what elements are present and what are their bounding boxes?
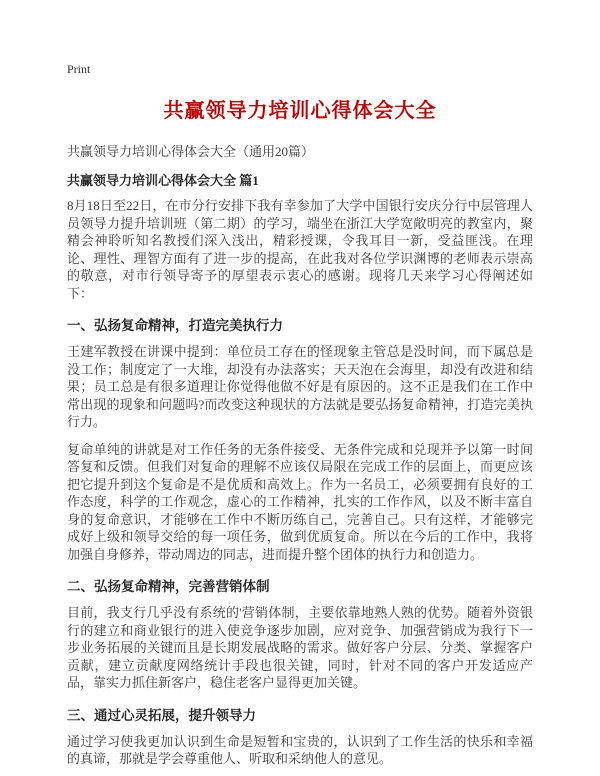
section-heading-1: 一、弘扬复命精神，打造完美执行力 (67, 318, 283, 333)
collection-subtitle: 共赢领导力培训心得体会大全（通用20篇） (67, 144, 315, 159)
article-title: 共赢领导力培训心得体会大全 篇1 (67, 173, 259, 188)
page-title: 共赢领导力培训心得体会大全 (163, 100, 437, 122)
print-link[interactable]: Print (67, 62, 91, 76)
section-1-paragraph-2: 复命单纯的讲就是对工作任务的无条件接受、无条件完成和兑现并予以第一时间答复和反馈。但我们对复命的理解不应该仅局限在完成工作的层面上，而更应该把它提升到这个复命是不是优质和高效上。作为一名员工，必须要拥有良好的工作态度，科学的工作观念，虚心的工作精神，扎实的工作作风，以及不断丰富自身的复命意识，才能够在工作中不断历练自己，完善自己。只有这样，才能够完成好上级和领导交给的每一项任务，做到优质复命。所以在今后的工作中，我将加强自身修养，带动周边的同志，进而提升整个团体的执行力和创造力。 (67, 441, 533, 562)
intro-paragraph: 8月18日至22日，在市分行安排下我有幸参加了大学中国银行安庆分行中层管理人员领导力提升培训班（第二期）的学习，端坐在浙江大学宽敞明亮的教室内，聚精会神聆听知名教授们深入浅出，精彩授课，令我耳目一新，受益匪浅。在理论、理性、理智方面有了进一步的提高，在此我对各位学识渊博的老师表示崇高的敬意，对市行领导寄予的厚望表示衷心的感谢。现将几天来学习心得阐述如下： (67, 198, 533, 301)
section-2-paragraph-1: 目前，我支行几乎没有系统的'营销体制，主要依靠地熟人熟的优势。随着外资银行的建立和商业银行的进入使竞争逐步加剧，应对竞争、加强营销成为我行下一步业务拓展的关键而且是长期发展战略的需求。做好客户分层、分类、掌握客户贡献，建立贡献度网络统计手段也很关键，同时，针对不同的客户开发适应产品，靠实力抓住新客户，稳住老客户显得更加关键。 (67, 605, 533, 690)
section-heading-3: 三、通过心灵拓展，提升领导力 (67, 707, 256, 723)
section-1-paragraph-1: 王建军教授在讲课中提到：单位员工存在的怪现象主管总是没时间，而下属总是没工作；制度定了一大堆，却没有办法落实；天天泡在会海里，却没有改进和结果；员工总是有很多道理让你觉得他做不好是有原因的。这不正是我们在工作中常出现的现象和问题吗?而改变这种现状的方法就是要弘扬复命精神，打造完美执行力。 (67, 344, 533, 429)
section-heading-2: 二、弘扬复命精神，完善营销体制 (67, 579, 270, 594)
section-3-paragraph-1: 通过学习使我更加认识到生命是短暂和宝贵的，认识到了工作生活的快乐和幸福的真谛，那就是学会尊重他人、听取和采纳他人的意见。 (67, 733, 533, 766)
